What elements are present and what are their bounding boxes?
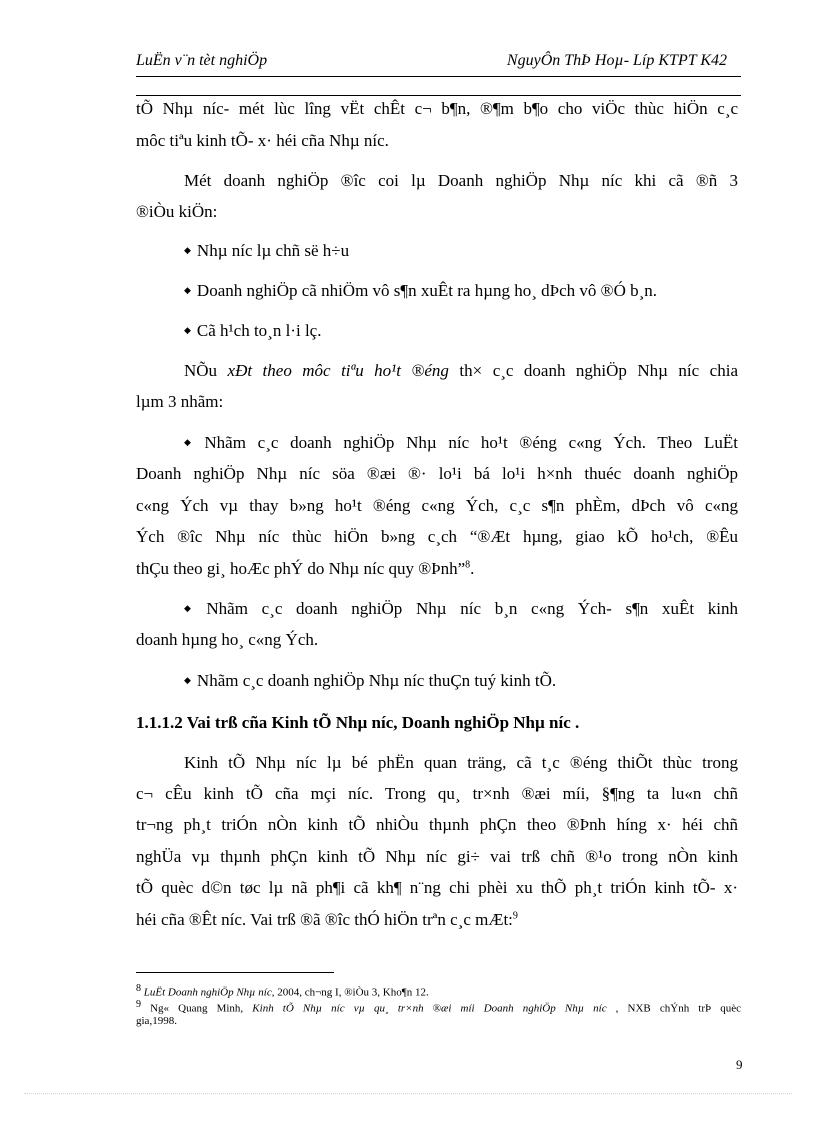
bullet-item: ◆ Cã h¹ch to¸n l·i lç. bbox=[184, 321, 321, 341]
body-line: héi cña ®Êt níc. Vai trß ®ã ®îc thÓ hiÖn trªn c¸c mÆt:$^9$ bbox=[136, 910, 518, 929]
running-header bbox=[136, 50, 741, 77]
header-rule bbox=[136, 95, 741, 96]
footnote-9-cont: gia,1998. bbox=[136, 1015, 177, 1027]
header-author: NguyÔn ThÞ Hoµ- Líp KTPT K42 bbox=[506, 52, 727, 69]
body-line: Mét doanh nghiÖp ®îc coi lµ Doanh nghiÖp Nhµ níc khi cã ®ñ 3 bbox=[184, 171, 738, 190]
footnote-separator bbox=[136, 972, 334, 973]
header-thesis-title: LuËn v¨n tèt nghiÖp bbox=[136, 52, 268, 69]
body-line: thÇu theo gi¸ hoÆc phÝ do Nhµ níc quy ®Þnh”$^8$. bbox=[136, 559, 475, 578]
bullet-item: ◆ Nhãm c¸c doanh nghiÖp Nhµ níc b¸n c«ng Ých- s¶n xuÊt kinh bbox=[184, 599, 738, 619]
body-line: tr¬ng ph¸t triÓn nÒn kinh tÕ nhiÒu thµnh phÇn theo ®Þnh híng x· héi chñ bbox=[136, 815, 738, 834]
body-line: Kinh tÕ Nhµ níc lµ bé phËn quan träng, cã t¸c ®éng thiÕt thùc trong bbox=[184, 753, 738, 772]
footnote-8: $^8$ LuËt Doanh nghiÖp Nhµ níc, 2004, ch¬ng I, ®iÒu 3, Kho¶n 12. bbox=[136, 983, 429, 999]
italic-phrase: xÐt theo môc tiªu ho¹t ®éng bbox=[227, 361, 449, 380]
bullet-item: ◆ Nhµ níc lµ chñ së h÷u bbox=[184, 241, 349, 261]
section-heading: 1.1.1.2 Vai trß cña Kinh tÕ Nhµ níc, Doanh nghiÖp Nhµ níc . bbox=[136, 713, 580, 732]
body-line: Doanh nghiÖp Nhµ níc söa ®æi ®· lo¹i bá lo¹i h×nh thuéc doanh nghiÖp bbox=[136, 464, 738, 483]
page-number: 9 bbox=[736, 1057, 743, 1072]
body-line: tÕ Nhµ níc- mét lùc lîng vËt chÊt c¬ b¶n, ®¶m b¶o cho viÖc thùc hiÖn c¸c bbox=[136, 99, 738, 118]
body-line: môc tiªu kinh tÕ- x· héi cña Nhµ níc. bbox=[136, 131, 389, 150]
footnote-ref: 8 bbox=[465, 559, 471, 571]
body-line: c¬ cÊu kinh tÕ cña mçi níc. Trong qu¸ tr×nh ®æi míi, §¶ng ta lu«n chñ bbox=[136, 784, 738, 803]
body-line: nghÜa vµ thµnh phÇn kinh tÕ Nhµ níc gi÷ vai trß chñ ®¹o trong nÒn kinh bbox=[136, 847, 738, 866]
body-line: doanh hµng ho¸ c«ng Ých. bbox=[136, 630, 319, 649]
body-line: Ých ®îc Nhµ níc thùc hiÖn b»ng c¸ch “®Æt hµng, giao kÕ ho¹ch, ®Êu bbox=[136, 527, 738, 546]
body-line: lµm 3 nhãm: bbox=[136, 392, 224, 411]
body-line: ®iÒu kiÖn: bbox=[136, 202, 218, 221]
footnote-9: $^9$ Ng« Quang Minh, Kinh tÕ Nhµ níc vµ qu¸ tr×nh ®æi míi Doanh nghiÖp Nhµ níc , NXB chÝnh trÞ quèc bbox=[136, 999, 742, 1015]
bullet-item: ◆ Nhãm c¸c doanh nghiÖp Nhµ níc thuÇn tuý kinh tÕ. bbox=[184, 671, 556, 691]
footnote-ref: 9 bbox=[512, 910, 518, 922]
body-line: NÕu xÐt theo môc tiªu ho¹t ®éng th× c¸c doanh nghiÖp Nhµ níc chia bbox=[184, 361, 738, 380]
page-bottom-border bbox=[24, 1093, 792, 1094]
bullet-item: ◆ Nhãm c¸c doanh nghiÖp Nhµ níc ho¹t ®éng c«ng Ých. Theo LuËt bbox=[184, 433, 738, 453]
bullet-item: ◆ Doanh nghiÖp cã nhiÖm vô s¶n xuÊt ra hµng ho¸ dÞch vô ®Ó b¸n. bbox=[184, 281, 657, 301]
body-line: c«ng Ých vµ thay b»ng ho¹t ®éng c«ng Ých, c¸c s¶n phÈm, dÞch vô c«ng bbox=[136, 496, 738, 515]
body-line: tÕ quèc d©n tøc lµ nã ph¶i cã kh¶ n¨ng chi phèi xu thÕ ph¸t triÓn kinh tÕ- x· bbox=[136, 878, 738, 897]
